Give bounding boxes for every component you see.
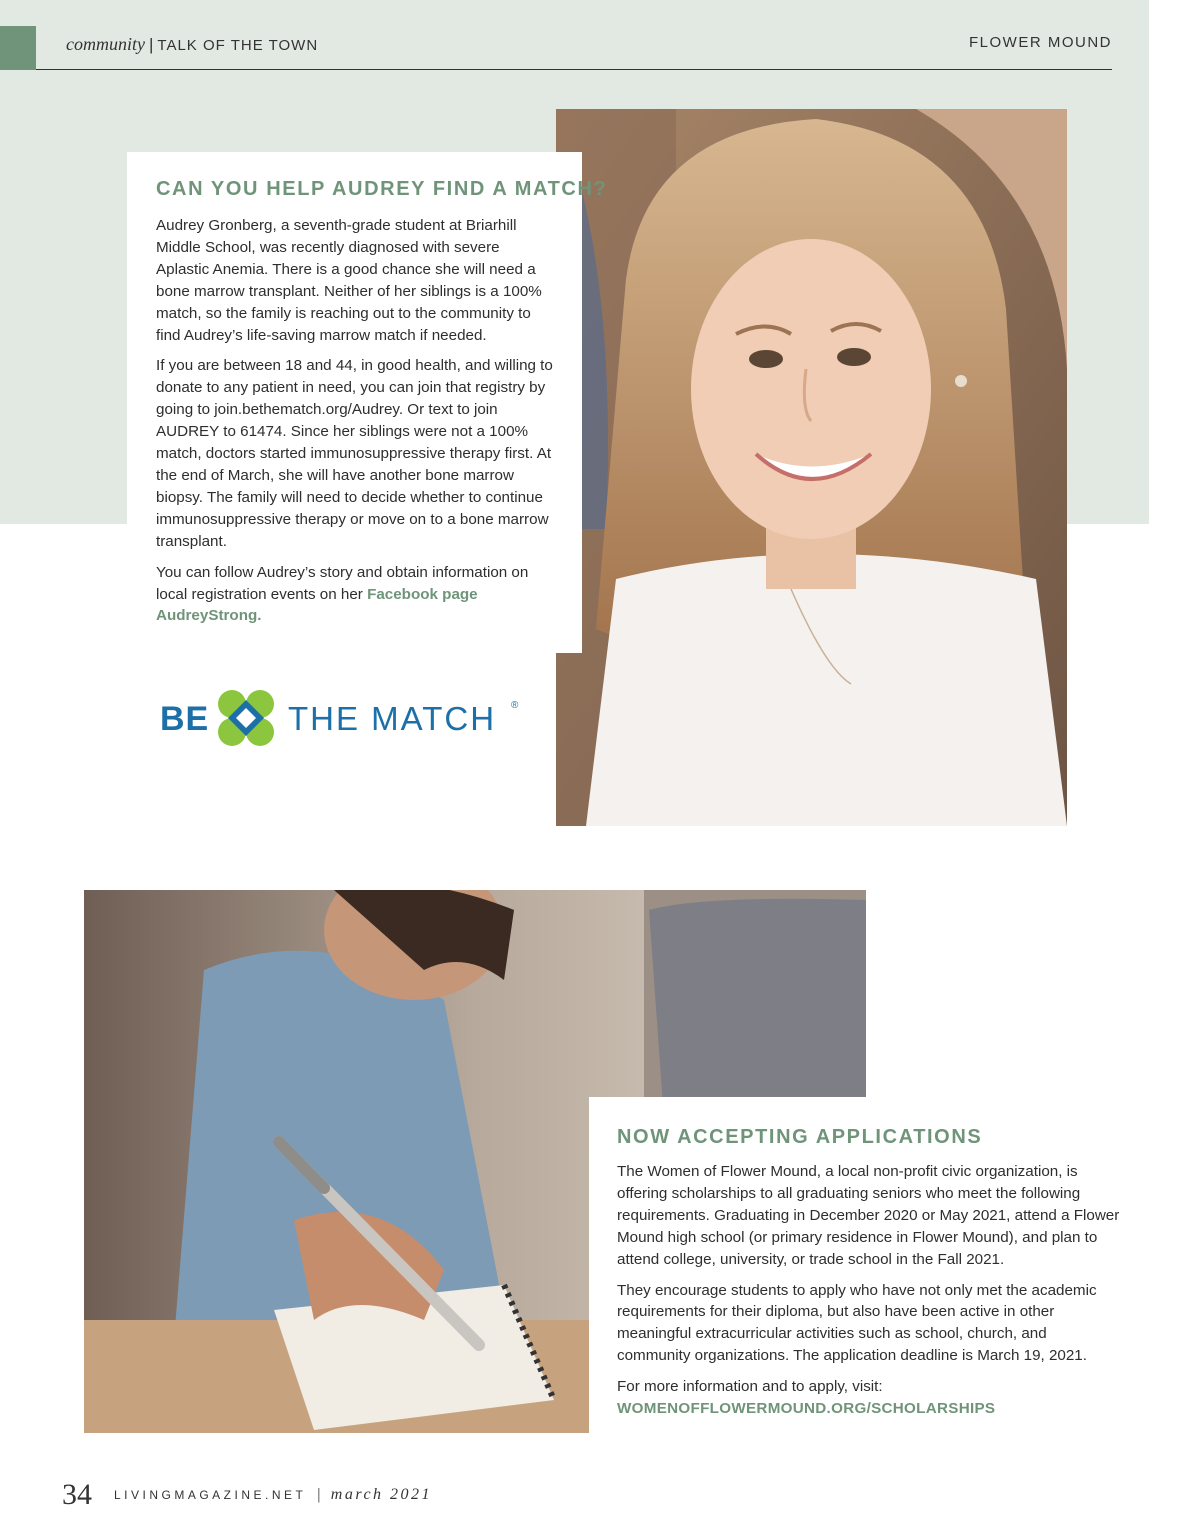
facebook-page-link[interactable]: Facebook page AudreyStrong. <box>156 585 478 625</box>
article-paragraph: The Women of Flower Mound, a local non-profit civic organization, is offering scholarships to all graduating seniors who meet the following requirements. Graduating in December 2020 or May 2021, attend a Flower Mound high school (or primary residence in Flower Mound), and plan to attend college, university, or trade school in the Fall 2021. <box>617 1163 1120 1268</box>
section-header <box>66 34 318 55</box>
subsection-name: TALK OF THE TOWN <box>157 37 319 54</box>
section-tab-marker <box>0 26 36 70</box>
article-paragraph: If you are between 18 and 44, in good health, and willing to donate to any patient in need, you can join that registry by going to join.bethematch.org/Audrey. Or text to join AUDREY to 61474. Since her siblings were not a 100% match, doctors started immunosuppressive therapy first. At the end of March, she will have another bone marrow biopsy. The family will need to decide whether to continue immunosuppressive therapy or move on to a bone marrow transplant. <box>156 357 553 550</box>
registered-mark: ® <box>511 700 519 711</box>
article-body-audrey <box>156 215 554 636</box>
paragraph-text: You can follow Audrey’s story and obtain information on local registration events on her <box>156 563 529 603</box>
article-title-audrey: CAN YOU HELP AUDREY FIND A MATCH? <box>156 178 608 200</box>
logo-match-text: THE MATCH <box>288 700 497 737</box>
article-body-scholarships <box>617 1161 1123 1429</box>
location-label: FLOWER MOUND <box>969 34 1112 51</box>
article-title-scholarships: NOW ACCEPTING APPLICATIONS <box>617 1126 983 1148</box>
magazine-site: LIVINGMAGAZINE.NET <box>114 1488 307 1502</box>
paragraph-text: For more information and to apply, visit: <box>617 1378 883 1396</box>
article-paragraph <box>156 562 554 628</box>
logo-clover-icon <box>214 686 278 750</box>
header-divider <box>36 69 1112 70</box>
issue-date: march 2021 <box>330 1486 433 1503</box>
audrey-photo <box>556 109 1067 826</box>
logo-be-text: BE <box>160 700 210 738</box>
section-name: community <box>66 34 145 54</box>
scholarships-url-link[interactable]: WOMENOFFLOWERMOUND.ORG/SCHOLARSHIPS <box>617 1400 996 1418</box>
header-separator: | <box>148 35 154 54</box>
be-the-match-logo <box>160 686 530 750</box>
page-footer <box>62 1478 432 1512</box>
article-paragraph: Audrey Gronberg, a seventh-grade student at Briarhill Middle School, was recently diagnosed with severe Aplastic Anemia. There is a good chance she will need a bone marrow transplant. Neither of her siblings is a 100% match, so the family is reaching out to the community to find Audrey’s life-saving marrow match if needed. <box>156 217 542 344</box>
article-paragraph: They encourage students to apply who have not only met the academic requirements for their diploma, but also have been active in other meaningful extracurricular activities such as school, church, and community organizations. The application deadline is March 19, 2021. <box>617 1281 1097 1365</box>
footer-separator: | <box>316 1486 321 1503</box>
article-paragraph <box>617 1376 1123 1420</box>
page-number: 34 <box>62 1478 92 1511</box>
